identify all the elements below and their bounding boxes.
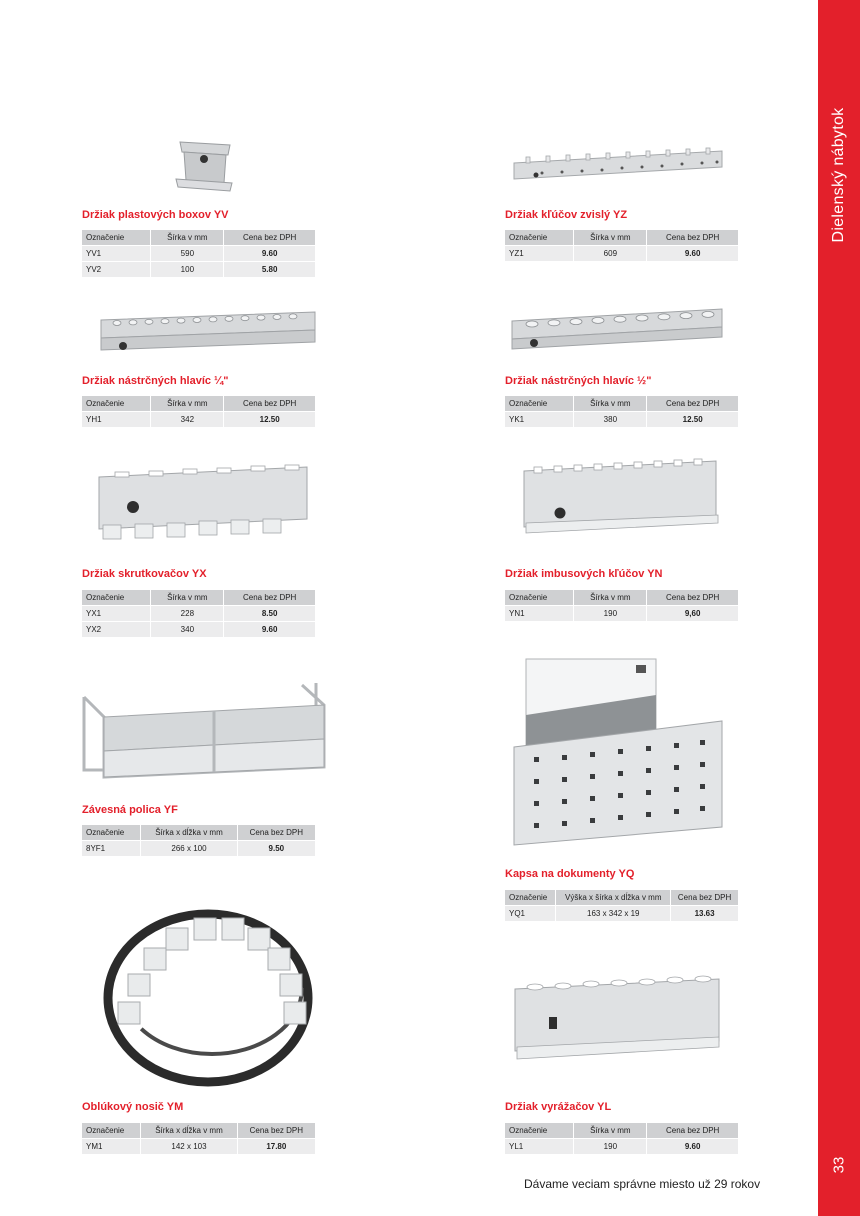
column-header: Označenie [82, 825, 141, 841]
code-cell: YQ1 [505, 906, 556, 922]
column-header: Šírka v mm [151, 590, 224, 606]
product-title-yl: Držiak vyrážačov YL [505, 1101, 612, 1113]
product-title-yk: Držiak nástrčných hlavíc ½" [505, 375, 652, 387]
column-header: Označenie [82, 1123, 141, 1139]
column-header: Označenie [505, 590, 574, 606]
size-cell: 163 x 342 x 19 [556, 906, 671, 922]
size-cell: 266 x 100 [141, 841, 237, 857]
page-number-text: 33 [830, 1156, 848, 1174]
price-cell: 8.50 [224, 606, 315, 622]
size-cell: 100 [151, 262, 224, 278]
size-cell: 342 [151, 412, 224, 428]
spec-table-yq [505, 890, 738, 921]
column-header: Označenie [505, 890, 556, 906]
price-cell: 9.50 [237, 841, 315, 857]
size-cell: 340 [151, 622, 224, 638]
column-header: Cena bez DPH [237, 1123, 315, 1139]
column-header: Šírka v mm [151, 230, 224, 246]
column-header: Označenie [82, 230, 151, 246]
key-holder-image [512, 147, 724, 185]
column-header: Cena bez DPH [647, 1123, 738, 1139]
column-header: Označenie [82, 396, 151, 412]
footer-slogan: Dávame veciam správne miesto už 29 rokov [524, 1177, 761, 1191]
spec-table-yl [505, 1123, 738, 1154]
column-header: Označenie [505, 1123, 574, 1139]
product-title-yq: Kapsa na dokumenty YQ [505, 868, 635, 880]
document-pocket-image [512, 655, 726, 850]
page-number [818, 1150, 860, 1180]
price-cell: 9.60 [647, 246, 738, 262]
product-title-yh: Držiak nástrčných hlavíc ¼" [82, 375, 229, 387]
code-cell: YK1 [505, 412, 574, 428]
code-cell: YZ1 [505, 246, 574, 262]
socket-holder-quarter-image [97, 306, 319, 356]
column-header: Šírka v mm [151, 396, 224, 412]
column-header: Cena bez DPH [224, 590, 315, 606]
column-header: Cena bez DPH [237, 825, 315, 841]
code-cell: YX1 [82, 606, 151, 622]
spec-table-yk [505, 396, 738, 427]
size-cell: 609 [574, 246, 647, 262]
price-cell: 9.60 [647, 1139, 738, 1155]
spec-table-yx [82, 590, 315, 637]
price-cell: 9,60 [647, 606, 738, 622]
product-title-yf: Závesná polica YF [82, 804, 178, 816]
size-cell: 190 [574, 606, 647, 622]
spec-table-yn [505, 590, 738, 621]
size-cell: 590 [151, 246, 224, 262]
spec-table-yh [82, 396, 315, 427]
product-title-yz: Držiak kľúčov zvislý YZ [505, 209, 628, 221]
column-header: Označenie [505, 396, 574, 412]
column-header: Šírka v mm [574, 396, 647, 412]
column-header: Šírka v mm [574, 1123, 647, 1139]
size-cell: 190 [574, 1139, 647, 1155]
product-title-yv: Držiak plastových boxov YV [82, 209, 229, 221]
product-title-yx: Držiak skrutkovačov YX [82, 568, 207, 580]
size-cell: 142 x 103 [141, 1139, 237, 1155]
price-cell: 17.80 [237, 1139, 315, 1155]
column-header: Cena bez DPH [647, 590, 738, 606]
spec-table-ym [82, 1123, 315, 1154]
code-cell: YM1 [82, 1139, 141, 1155]
code-cell: YL1 [505, 1139, 574, 1155]
column-header: Označenie [82, 590, 151, 606]
price-cell: 12.50 [647, 412, 738, 428]
section-title-text: Dielenský nábytok [830, 107, 847, 243]
price-cell: 12.50 [224, 412, 315, 428]
column-header: Cena bez DPH [647, 396, 738, 412]
size-cell: 228 [151, 606, 224, 622]
price-cell: 9.60 [224, 246, 315, 262]
column-header: Šírka x dĺžka v mm [141, 1123, 237, 1139]
column-header: Cena bez DPH [671, 890, 738, 906]
product-title-ym: Oblúkový nosič YM [82, 1101, 184, 1113]
code-cell: 8YF1 [82, 841, 141, 857]
punch-holder-image [511, 975, 723, 1065]
column-header: Označenie [505, 230, 574, 246]
code-cell: YN1 [505, 606, 574, 622]
price-cell: 13.63 [671, 906, 738, 922]
curved-carrier-image [98, 908, 318, 1088]
plastic-box-holder-image [170, 137, 240, 197]
price-cell: 5.80 [224, 262, 315, 278]
spec-table-yv [82, 230, 315, 277]
socket-holder-half-image [510, 305, 724, 353]
column-header: Cena bez DPH [224, 230, 315, 246]
hanging-shelf-image [82, 675, 328, 780]
price-cell: 9.60 [224, 622, 315, 638]
allen-key-holder-image [520, 457, 720, 535]
code-cell: YV2 [82, 262, 151, 278]
column-header: Šírka v mm [574, 230, 647, 246]
column-header: Výška x šírka x dĺžka v mm [556, 890, 671, 906]
column-header: Šírka v mm [574, 590, 647, 606]
code-cell: YH1 [82, 412, 151, 428]
section-title [818, 0, 860, 270]
screwdriver-holder-image [95, 463, 311, 545]
column-header: Šírka x dĺžka v mm [141, 825, 237, 841]
code-cell: YV1 [82, 246, 151, 262]
size-cell: 380 [574, 412, 647, 428]
spec-table-yf [82, 825, 315, 856]
spec-table-yz [505, 230, 738, 261]
column-header: Cena bez DPH [647, 230, 738, 246]
column-header: Cena bez DPH [224, 396, 315, 412]
product-title-yn: Držiak imbusových kľúčov YN [505, 568, 663, 580]
code-cell: YX2 [82, 622, 151, 638]
